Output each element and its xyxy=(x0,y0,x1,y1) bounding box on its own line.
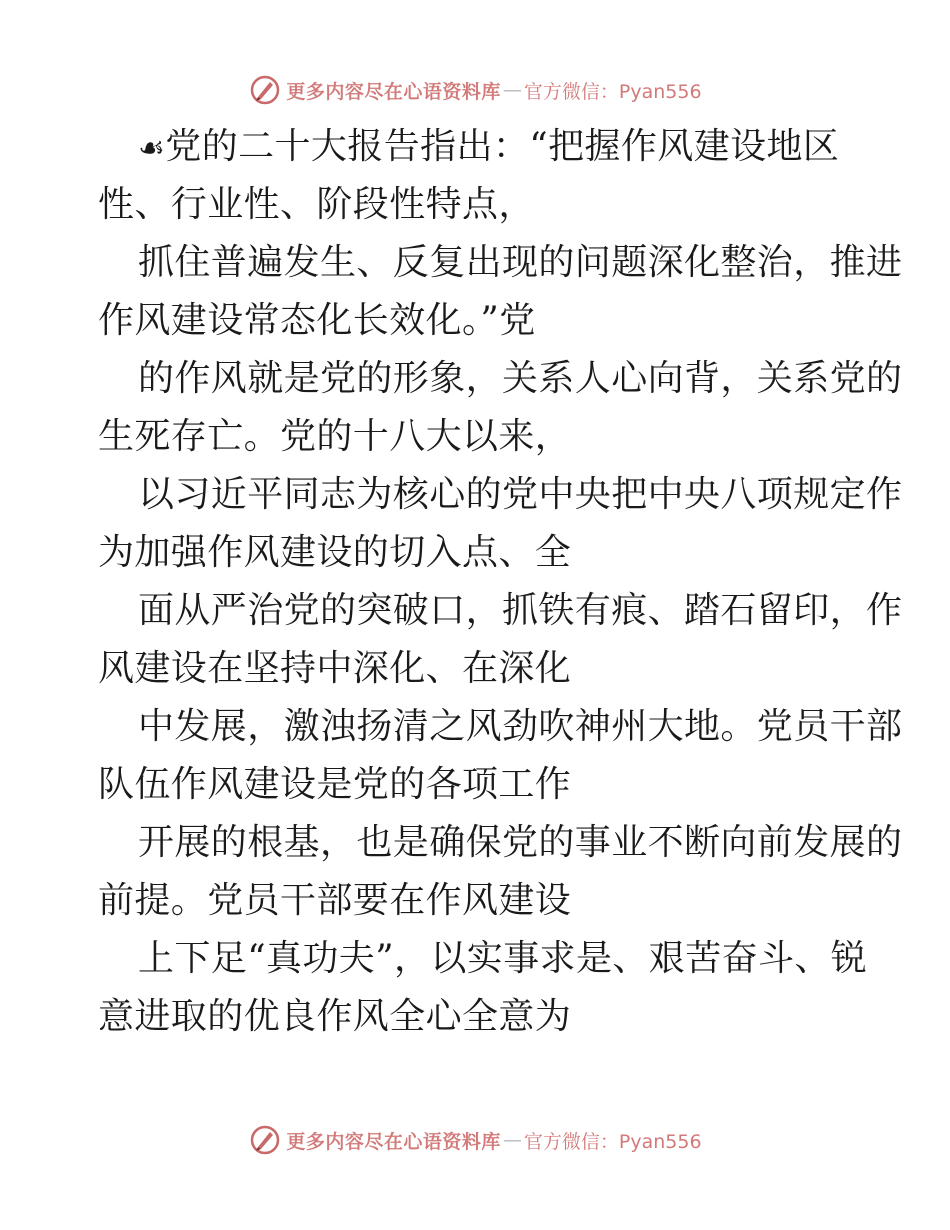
watermark-separator: — xyxy=(502,1129,522,1151)
pen-logo-icon xyxy=(248,73,282,107)
paragraph-line: 风建设在坚持中深化、在深化 xyxy=(98,648,572,689)
pen-logo-icon xyxy=(248,1123,282,1157)
watermark-text: 更多内容尽在心语资料库 xyxy=(286,1130,501,1153)
paragraph-line: 上下足“真功夫”，以实事求是、艰苦奋斗、锐 xyxy=(138,938,868,979)
watermark-contact: 官方微信：Pyan556 xyxy=(523,80,702,103)
paragraph-line xyxy=(98,118,858,176)
paragraph-line: 意进取的优良作风全心全意为 xyxy=(98,996,572,1037)
paragraph-line: 面从严治党的突破口，抓铁有痕、踏石留印，作 xyxy=(138,590,903,631)
header-watermark xyxy=(0,70,950,110)
paragraph-line: 前提。党员干部要在作风建设 xyxy=(98,880,572,921)
paragraph-line: 开展的根基，也是确保党的事业不断向前发展的 xyxy=(138,822,903,863)
paragraph-line: 抓住普遍发生、反复出现的问题深化整治，推进 xyxy=(138,242,903,283)
line-text: 党的二十大报告指出：“把握作风建设地区 xyxy=(165,126,840,167)
paragraph-line: 中发展，激浊扬清之风劲吹神州大地。党员干部 xyxy=(138,706,903,747)
paragraph-line: 以习近平同志为核心的党中央把中央八项规定作 xyxy=(138,474,903,515)
paragraph-line: 队伍作风建设是党的各项工作 xyxy=(98,764,572,805)
watermark-contact: 官方微信：Pyan556 xyxy=(523,1130,702,1153)
paragraph-line: 为加强作风建设的切入点、全 xyxy=(98,532,572,573)
document-body xyxy=(98,118,903,1046)
paragraph-line: 性、行业性、阶段性特点， xyxy=(98,184,535,225)
watermark-separator: — xyxy=(502,79,522,101)
paragraph-line: 的作风就是党的形象，关系人心向背，关系党的 xyxy=(138,358,903,399)
watermark-text: 更多内容尽在心语资料库 xyxy=(286,80,501,103)
footer-watermark xyxy=(0,1120,950,1160)
paragraph-line: 作风建设常态化长效化。”党 xyxy=(98,300,536,341)
paragraph-line: 生死存亡。党的十八大以来， xyxy=(98,416,572,457)
ornamental-leaf-icon: ☙ xyxy=(138,131,166,166)
